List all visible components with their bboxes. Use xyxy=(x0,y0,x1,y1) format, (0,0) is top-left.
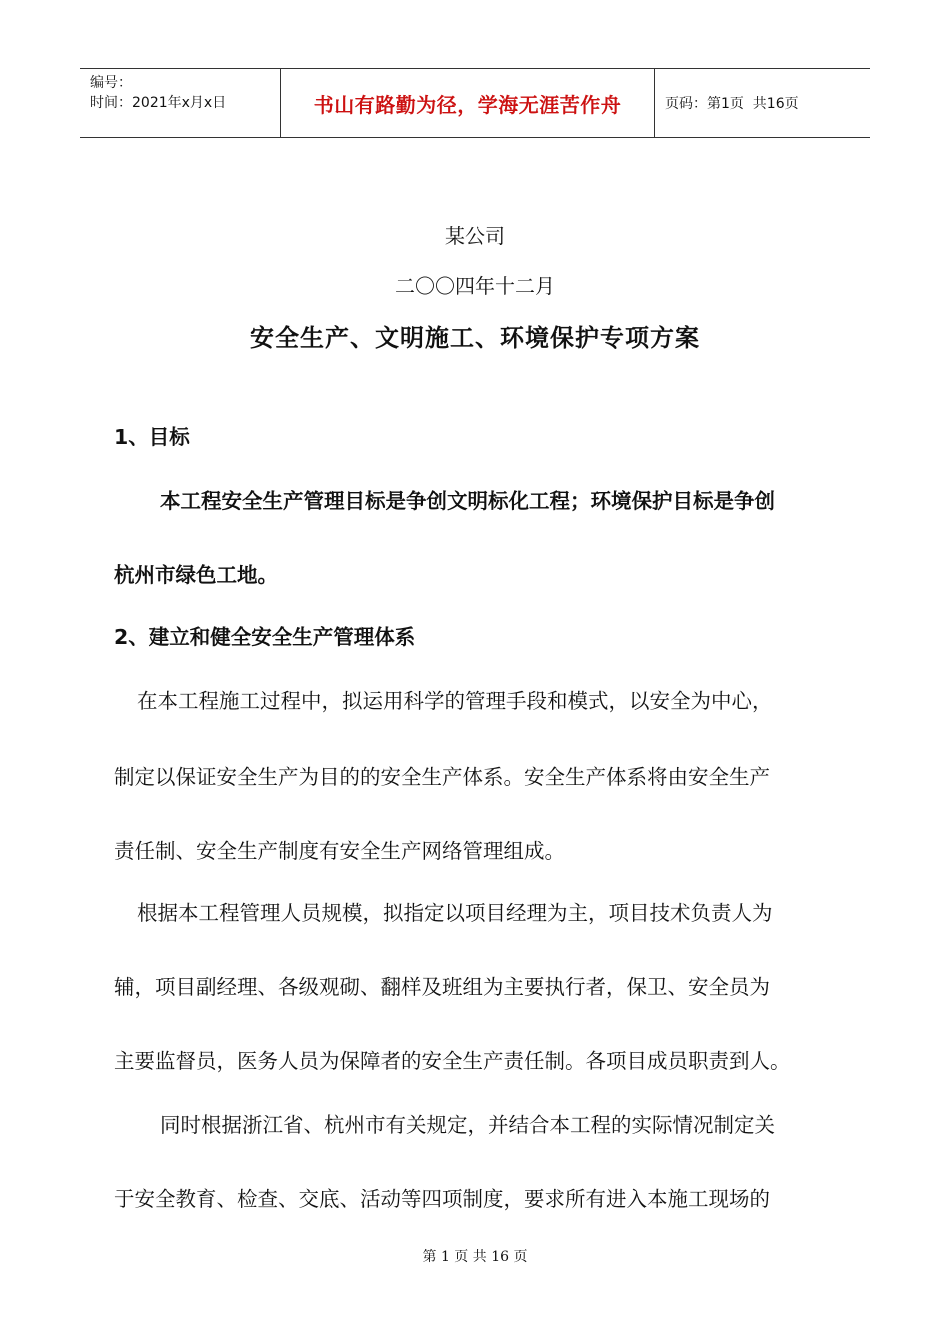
number-label: 编号： xyxy=(90,75,132,91)
section-1-paragraph-line-1: 本工程安全生产管理目标是争创文明标化工程；环境保护目标是争创 xyxy=(160,489,775,513)
section-2-paragraph-1-line-2: 制定以保证安全生产为目的的安全生产体系。安全生产体系将由安全生产 xyxy=(114,765,770,789)
section-1-paragraph-line-2: 杭州市绿色工地。 xyxy=(114,563,278,587)
section-2-paragraph-3-line-2: 于安全教育、检查、交底、活动等四项制度，要求所有进入本施工现场的 xyxy=(114,1187,770,1211)
section-2-heading: 2、建立和健全安全生产管理体系 xyxy=(114,625,416,649)
section-2-paragraph-1-line-1: 在本工程施工过程中，拟运用科学的管理手段和模式，以安全为中心， xyxy=(137,689,773,713)
document-title: 安全生产、文明施工、环境保护专项方案 xyxy=(250,324,700,352)
section-2-paragraph-3-line-1: 同时根据浙江省、杭州市有关规定，并结合本工程的实际情况制定关 xyxy=(160,1113,775,1137)
page-footer: 第 1 页 共 16 页 xyxy=(422,1249,528,1265)
section-2-paragraph-2-line-3: 主要监督员，医务人员为保障者的安全生产责任制。各项目成员职责到人。 xyxy=(114,1049,791,1073)
section-2-paragraph-1-line-3: 责任制、安全生产制度有安全生产网络管理组成。 xyxy=(114,839,565,863)
section-2-paragraph-2-line-2: 辅，项目副经理、各级观砌、翻样及班组为主要执行者，保卫、安全员为 xyxy=(114,975,770,999)
header-motto: 书山有路勤为径，学海无涯苦作舟 xyxy=(281,69,655,137)
page-info-text: 页码：第1页 共16页 xyxy=(665,96,799,112)
document-header xyxy=(80,68,870,138)
section-2-paragraph-2-line-1: 根据本工程管理人员规模，拟指定以项目经理为主，项目技术负责人为 xyxy=(137,901,773,925)
header-page-info xyxy=(655,69,870,137)
document-date: 二〇〇四年十二月 xyxy=(395,274,555,298)
company-name: 某公司 xyxy=(445,224,505,248)
section-1-heading: 1、目标 xyxy=(114,425,190,449)
time-label: 时间：2021年x月x日 xyxy=(90,95,227,111)
header-meta xyxy=(80,69,281,137)
